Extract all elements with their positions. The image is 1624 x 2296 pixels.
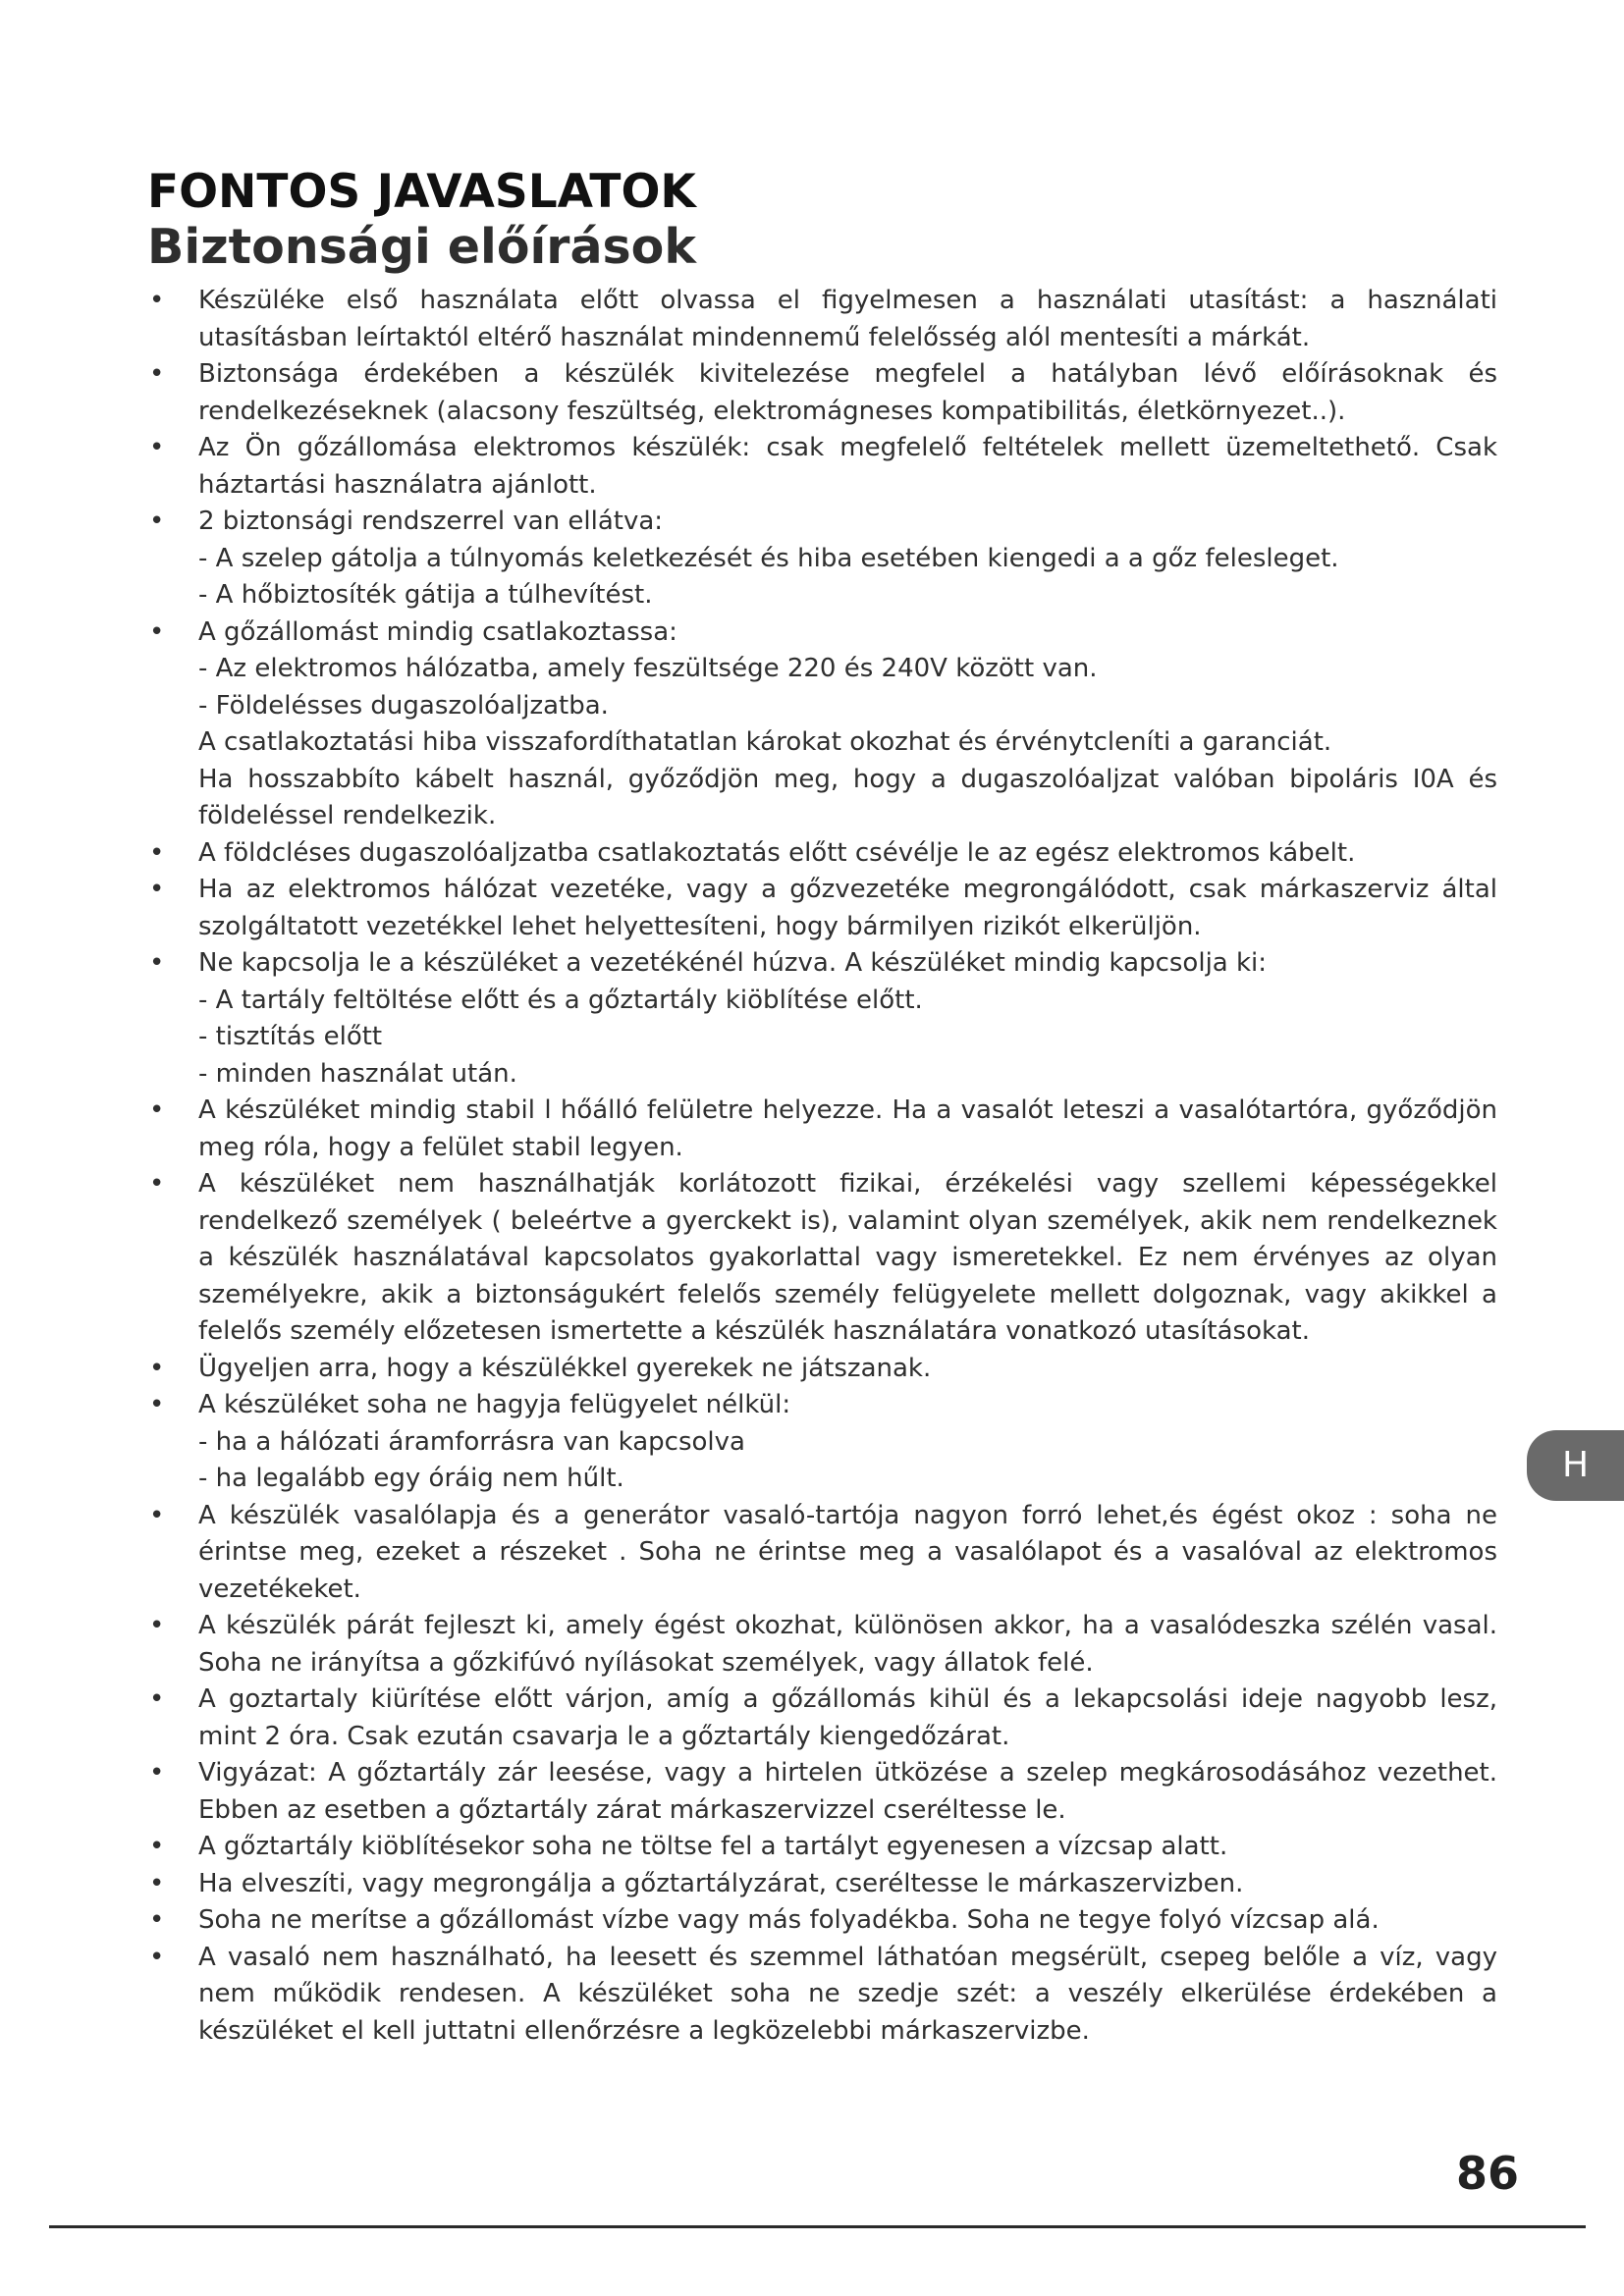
bullet-dot: •: [149, 433, 165, 462]
bullet-dot: •: [149, 1868, 165, 1898]
bullet-item: [147, 1866, 1497, 1903]
bullet-text: A földcléses dugaszolóaljzatba csatlakoztatás előtt csévélje le az egész elektromos kábelt.: [198, 837, 1356, 868]
bullet-dot: •: [149, 1684, 165, 1714]
bullet-text: A készüléket mindig stabil l hőálló felületre helyezze. Ha a vasalót leteszi a vasalótartóra, győződjön meg róla, hogy a felület stabil legyen.: [198, 1095, 1497, 1162]
bullet-text: A gőzállomást mindig csatlakoztassa:: [198, 616, 677, 647]
bullet-text: Az Ön gőzállomása elektromos készülék: csak megfelelő feltételek mellett üzemeltethető. Csak háztartási használatra ajánlott.: [198, 433, 1497, 500]
bullet-item: [147, 1682, 1497, 1755]
bullet-item: [147, 1498, 1497, 1609]
bullet-dot: •: [149, 1942, 165, 1972]
bullet-text: A gőztartály kiöblítésekor soha ne töltse fel a tartályt egyenesen a vízcsap alatt.: [198, 1832, 1228, 1861]
bullet-text: Ha elveszíti, vagy megrongálja a gőztartályzárat, cseréltesse le márkaszervizben.: [198, 1868, 1244, 1898]
sub-item: - ha legalább egy óráig nem hűlt.: [198, 1464, 624, 1493]
language-tab: H: [1527, 1430, 1624, 1501]
safety-instructions-list: [147, 283, 1497, 2050]
bullet-dot: •: [149, 1758, 165, 1788]
sub-item: - Az elektromos hálózatba, amely feszültsége 220 és 240V között van.: [198, 654, 1098, 683]
bullet-dot: •: [149, 1500, 165, 1530]
bullet-item: [147, 614, 1497, 652]
bullet-item: [147, 1940, 1497, 2051]
bullet-text: Soha ne merítse a gőzállomást vízbe vagy más folyadékba. Soha ne tegye folyó vízcsap alá.: [198, 1905, 1380, 1935]
bullet-item: [147, 1387, 1497, 1424]
bullet-dot: •: [149, 1095, 165, 1125]
page-number: 86: [1455, 2147, 1519, 2200]
bullet-item: [147, 1166, 1497, 1351]
bullet-text: A készülék párát fejleszt ki, amely égést okozhat, különösen akkor, ha a vasalódeszka szélén vasal. Soha ne irányítsa a gőzkifúvó nyílásokat személyek, vagy állatok felé.: [198, 1611, 1497, 1678]
bottom-divider: [49, 2225, 1586, 2228]
heading-block: [147, 165, 1522, 275]
note-paragraph: A csatlakoztatási hiba visszafordíthatatlan károkat okozhat és érvénytcleníti a garanciát.: [198, 727, 1332, 757]
bullet-item: [147, 835, 1497, 873]
sub-item: - A tartály feltöltése előtt és a gőztartály kiöblítése előtt.: [198, 985, 923, 1015]
bullet-item: [147, 1351, 1497, 1388]
bullet-item: [147, 430, 1497, 504]
bullet-dot: •: [149, 286, 165, 315]
bullet-text: A készülék vasalólapja és a generátor vasaló-tartója nagyon forró lehet,és égést okoz : soha ne érintse meg, ezeket a részeket . Soha ne érintse meg a vasalólapot és a vasalóval az elektromos vezetékeket.: [198, 1500, 1497, 1604]
bullet-dot: •: [149, 837, 165, 868]
sub-item: - A szelep gátolja a túlnyomás keletkezését és hiba esetében kiengedi a a gőz felesleget.: [198, 543, 1339, 573]
bullet-dot: •: [149, 1390, 165, 1419]
bullet-item: [147, 1829, 1497, 1866]
sub-item: - Földelésses dugaszolóaljzatba.: [198, 690, 609, 721]
bullet-dot: •: [149, 948, 165, 978]
bullet-text: Ügyeljen arra, hogy a készülékkel gyerekek ne játszanak.: [198, 1353, 932, 1383]
bullet-dot: •: [149, 1832, 165, 1861]
bullet-text: A készüléket soha ne hagyja felügyelet nélkül:: [198, 1390, 791, 1419]
bullet-text: A készüléket nem használhatják korlátozott fizikai, érzékelési vagy szellemi képességekkel rendelkező személyek ( beleértve a gyerckekt is), valamint olyan személyek, akik nem rendelkeznek a készülék használatával kapcsolatos gyakorlattal vagy ismeretekkel. Ez nem érvényes az olyan személyekre, akik a biztonságukért felelős személy felügyelete mellett dolgoznak, vagy akikkel a felelős személy előzetesen ismertette a készülék használatára vonatkozó utasításokat.: [198, 1169, 1497, 1346]
bullet-item: [147, 872, 1497, 945]
bullet-item: [147, 504, 1497, 541]
bullet-item: [147, 1755, 1497, 1829]
bullet-text: A vasaló nem használható, ha leesett és szemmel láthatóan megsérült, csepeg belőle a víz, vagy nem működik rendesen. A készüléket soha ne szedje szét: a veszély elkerülése érdekében a készüléket el kell juttatni ellenőrzésre a legközelebbi márkaszervizbe.: [198, 1942, 1497, 2046]
bullet-text: A goztartaly kiürítése előtt várjon, amíg a gőzállomás kihül és a lekapcsolási ideje nagyobb lesz, mint 2 óra. Csak ezután csavarja le a gőztartály kiengedőzárat.: [198, 1684, 1497, 1751]
bullet-dot: •: [149, 1353, 165, 1383]
bullet-text: Ne kapcsolja le a készüléket a vezetékénél húzva. A készüléket mindig kapcsolja ki:: [198, 948, 1268, 978]
note-paragraph: Ha hosszabbíto kábelt használ, győződjön meg, hogy a dugaszolóaljzat valóban bipoláris I0A és földeléssel rendelkezik.: [198, 764, 1497, 830]
bullet-dot: •: [149, 1905, 165, 1935]
page-title: FONTOS JAVASLATOK: [147, 165, 696, 219]
bullet-text: Biztonsága érdekében a készülék kivitelezése megfelel a hatályban lévő előírásoknak és rendelkezéseknek (alacsony feszültség, elektromágneses kompatibilitás, életkörnyezet..).: [198, 359, 1497, 426]
bullet-text: Vigyázat: A gőztartály zár leesése, vagy a hirtelen ütközése a szelep megkárosodásához vezethet. Ebben az esetben a gőztartály zárat márkaszervizzel cseréltesse le.: [198, 1758, 1497, 1825]
bullet-item: [147, 945, 1497, 983]
bullet-text: 2 biztonsági rendszerrel van ellátva:: [198, 507, 664, 536]
bullet-dot: •: [149, 359, 165, 389]
bullet-dot: •: [149, 875, 165, 904]
bullet-dot: •: [149, 507, 165, 536]
bullet-text: Ha az elektromos hálózat vezetéke, vagy a gőzvezetéke megrongálódott, csak márkaszerviz által szolgáltatott vezetékkel lehet helyettesíteni, hogy bármilyen rizikót elkerüljön.: [198, 875, 1497, 941]
bullet-dot: •: [149, 1169, 165, 1199]
sub-item: - minden használat után.: [198, 1058, 517, 1089]
section-subtitle: Biztonsági előírások: [147, 219, 696, 275]
bullet-item: [147, 1608, 1497, 1682]
sub-item: - tisztítás előtt: [198, 1022, 383, 1051]
bullet-item: [147, 356, 1497, 430]
bullet-text: Készüléke első használata előtt olvassa el figyelmesen a használati utasítást: a használati utasításban leírtaktól eltérő használat mindennemű felelősség alól mentesíti a márkát.: [198, 286, 1497, 352]
sub-item: - ha a hálózati áramforrásra van kapcsolva: [198, 1426, 745, 1457]
bullet-item: [147, 1093, 1497, 1166]
bullet-dot: •: [149, 1611, 165, 1640]
bullet-item: [147, 1902, 1497, 1940]
bullet-dot: •: [149, 616, 165, 647]
bullet-item: [147, 283, 1497, 356]
sub-item: - A hőbiztosíték gátija a túlhevítést.: [198, 580, 653, 610]
